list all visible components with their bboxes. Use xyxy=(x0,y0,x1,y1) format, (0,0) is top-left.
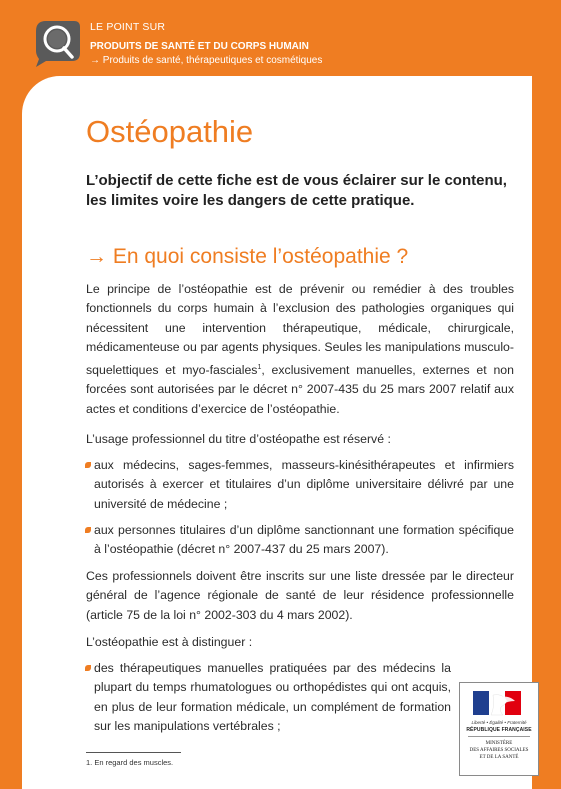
lead-paragraph: L’objectif de cette fiche est de vous éclairer sur le contenu, les limites voire les dangers de cette pratique. xyxy=(86,172,507,209)
header-subcategory: → Produits de santé, thérapeutiques et cosmétiques xyxy=(90,55,323,66)
footnote: 1. En regard des muscles. xyxy=(86,758,174,767)
logo-ministry: MINISTÈRE DES AFFAIRES SOCIALES ET DE LA SANTÉ xyxy=(469,741,529,760)
section-heading: → En quoi consiste l’ostéopathie ? xyxy=(86,245,409,268)
header-tag: LE POINT SUR xyxy=(90,21,166,33)
list-item: aux personnes titulaires d’un diplôme sanctionnant une formation spécifique à l’ostéopathie (décret n° 2007-437 du 25 mars 2007). xyxy=(86,521,514,560)
paragraph-distinguish: L’ostéopathie est à distinguer : xyxy=(86,635,253,649)
paragraph-title-usage: L’usage professionnel du titre d’ostéopathe est réservé : xyxy=(86,432,391,446)
speech-bubble-magnifier-icon xyxy=(30,17,82,69)
footnote-divider xyxy=(86,752,181,753)
ministry-logo xyxy=(459,682,539,776)
footnote-ref: 1 xyxy=(257,363,262,371)
list-item: des thérapeutiques manuelles pratiquées par des médecins la plupart du temps rhumatologues ou orthopédistes qui ont acquis, en plus de leur formation médicale, un complément de formation sur les manipulations vertébrales ; xyxy=(86,659,451,737)
bullet-icon xyxy=(85,665,91,671)
paragraph-registration: Ces professionnels doivent être inscrits sur une liste dressée par le directeur général de l’agence régionale de santé de leur résidence professionnelle (article 75 de la loi n° 2002-303 du 4 mars 2002). xyxy=(86,569,514,622)
logo-republic: RÉPUBLIQUE FRANÇAISE xyxy=(466,727,532,733)
logo-motto: Liberté • Égalité • Fraternité xyxy=(471,720,527,725)
paragraph-principle: Le principe de l’ostéopathie est de prévenir ou remédier à des troubles fonctionnels du corps humain à l’exclusion des pathologies organiques qui nécessitent une intervention thérapeutique, médicale, chirurgicale, médicamenteuse ou par agents physiques. Seules les manipulations musculo-squelettiques et myo-fasciales$^1$, exclusivement manuelles, externes et non forcées sont autorisées par le décret n° 2007-435 du 25 mars 2007 relatif aux actes et conditions d’exercice de l’ostéopathie. xyxy=(86,282,514,416)
header-category: PRODUITS DE SANTÉ ET DU CORPS HUMAIN xyxy=(90,41,309,52)
logo-divider xyxy=(468,736,530,737)
marianne-logo xyxy=(469,689,529,717)
page-title: Ostéopathie xyxy=(86,114,254,149)
list-item: aux médecins, sages-femmes, masseurs-kinésithérapeutes et infirmiers autorisés à exercer et titulaires d’un diplôme universitaire délivré par une université de médecine ; xyxy=(86,456,514,514)
bullet-icon xyxy=(85,527,91,533)
bullet-icon xyxy=(85,462,91,468)
